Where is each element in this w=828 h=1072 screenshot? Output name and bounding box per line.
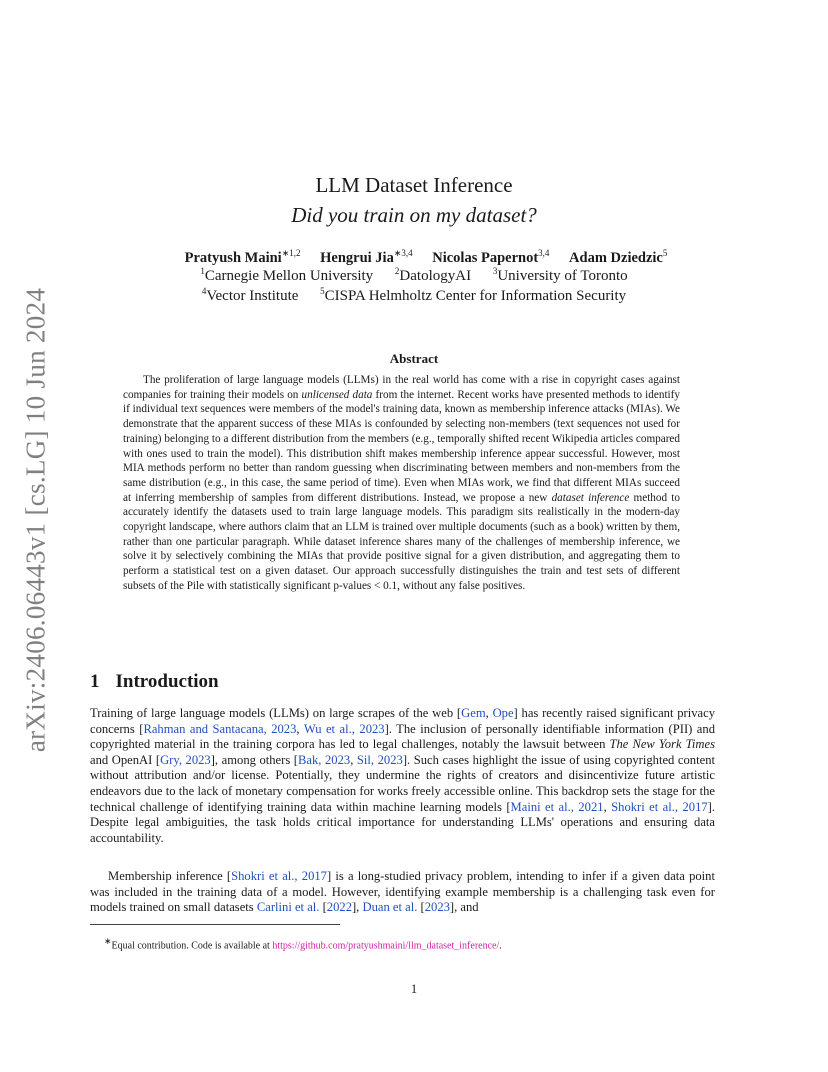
citation-link[interactable]: Ope	[492, 706, 514, 720]
citation-link[interactable]: Bak, 2023	[298, 752, 351, 767]
author: Nicolas Papernot$^{3,4}$	[432, 248, 550, 266]
affiliation: $^3$University of Toronto	[492, 266, 628, 284]
author: Hengrui Jia$^{∗3,4}$	[320, 248, 413, 266]
affiliations-line-1	[0, 266, 828, 285]
citation-link[interactable]: 2022	[326, 900, 352, 915]
page-number: 1	[410, 982, 418, 996]
citation-link[interactable]: Sil, 2023	[356, 752, 403, 767]
paper-subtitle: Did you train on my dataset?	[291, 203, 537, 227]
citation-link[interactable]: Shokri et al., 2017	[611, 799, 708, 814]
paragraph: Membership inference [Shokri et al., 2017] is a long-studied privacy problem, intending to infer if a given data point was included in the training data of a model. However, identifying example membership is a challenging task even for models trained on small datasets Carlini et al. [2022], Duan et al. [2023], and	[90, 869, 715, 915]
affiliation: $^1$Carnegie Mellon University	[200, 266, 374, 284]
affiliation: $^2$DatologyAI	[394, 266, 472, 284]
abstract-heading: Abstract	[389, 351, 439, 366]
arxiv-identifier: arXiv:2406.06443v1 [cs.LG] 10 Jun 2024	[20, 287, 51, 753]
footnote-divider	[90, 924, 340, 925]
citation-link[interactable]: Gem	[461, 706, 486, 720]
author-list	[0, 248, 828, 267]
author: Pratyush Maini$^{∗1,2}$	[184, 248, 301, 266]
citation-link[interactable]: Shokri et al., 2017	[231, 869, 327, 883]
citation-link[interactable]: Carlini et al.	[256, 900, 320, 915]
footnote: ∗Equal contribution. Code is available at https://github.com/pratyushmaini/llm_dataset_inference/.	[104, 936, 502, 952]
affiliations-line-2	[0, 286, 828, 305]
citation-link[interactable]: Wu et al., 2023	[303, 721, 385, 736]
citation-link[interactable]: Gry, 2023	[160, 752, 211, 767]
paper-title: LLM Dataset Inference	[315, 173, 513, 197]
citation-link[interactable]: 2023	[424, 900, 450, 915]
abstract-text: The proliferation of large language models (LLMs) in the real world has come with a rise in copyright cases against companies for training their models on unlicensed data from the internet. Recent works have presented methods to identify if individual text sequences were members of the model's training data, known as membership inference attacks (MIAs). We demonstrate that the apparent success of these MIAs is confounded by selecting non-members (text sequences not used for training) belonging to a different distribution from the members (e.g., temporally shifted recent Wikipedia articles compared with ones used to train the model). This distribution shift makes membership inference appear successful. However, most MIA methods perform no better than random guessing when discriminating between members and non-members from the same distribution (e.g., in this case, the same period of time). Even when MIAs work, we find that different MIAs succeed at inferring membership of samples from different distributions. Instead, we propose a new dataset inference method to accurately identify the datasets used to train large language models. This paradigm sits realistically in the modern-day copyright landscape, where authors claim that an LLM is trained over multiple documents (such as a book) written by them, rather than one particular paragraph. While dataset inference shares many of the challenges of membership inference, we solve it by selectively combining the MIAs that provide positive signal for a given distribution, and aggregating them to perform a statistical test on a given dataset. Our approach successfully distinguishes the train and test sets of different subsets of the Pile with statistically significant p-values < 0.1, without any false positives.	[123, 374, 680, 592]
code-repository-link[interactable]: https://github.com/pratyushmaini/llm_dataset_inference/	[272, 940, 500, 952]
citation-link[interactable]: Maini et al., 2021	[510, 799, 604, 814]
paragraph: Training of large language models (LLMs) on large scrapes of the web [Gem, Ope] has recently raised significant privacy concerns [Rahman and Santacana, 2023, Wu et al., 2023]. The inclusion of personally identifiable information (PII) and copyrighted material in the training corpora has led to legal challenges, notably the lawsuit between The New York Times and OpenAI [Gry, 2023], among others [Bak, 2023, Sil, 2023]. Such cases highlight the issue of using copyrighted content without attribution and/or license. Potentially, they undermine the rights of creators and disincentivize future artistic endeavors due to the lack of monetary compensation for works freely accessible online. This backdrop sets the stage for the technical challenge of identifying training data within machine learning models [Maini et al., 2021, Shokri et al., 2017]. Despite legal ambiguities, the task holds critical importance for understanding LLMs' operations and ensuring data accountability.	[90, 706, 716, 845]
citation-link[interactable]: Duan et al.	[362, 900, 418, 915]
affiliation: $^4$Vector Institute	[201, 286, 299, 304]
citation-link[interactable]: Rahman and Santacana, 2023	[143, 721, 297, 736]
section-heading: 1 Introduction	[90, 671, 219, 692]
affiliation: $^5$CISPA Helmholtz Center for Information Security	[320, 286, 627, 304]
author: Adam Dziedzic$^5$	[569, 248, 668, 266]
